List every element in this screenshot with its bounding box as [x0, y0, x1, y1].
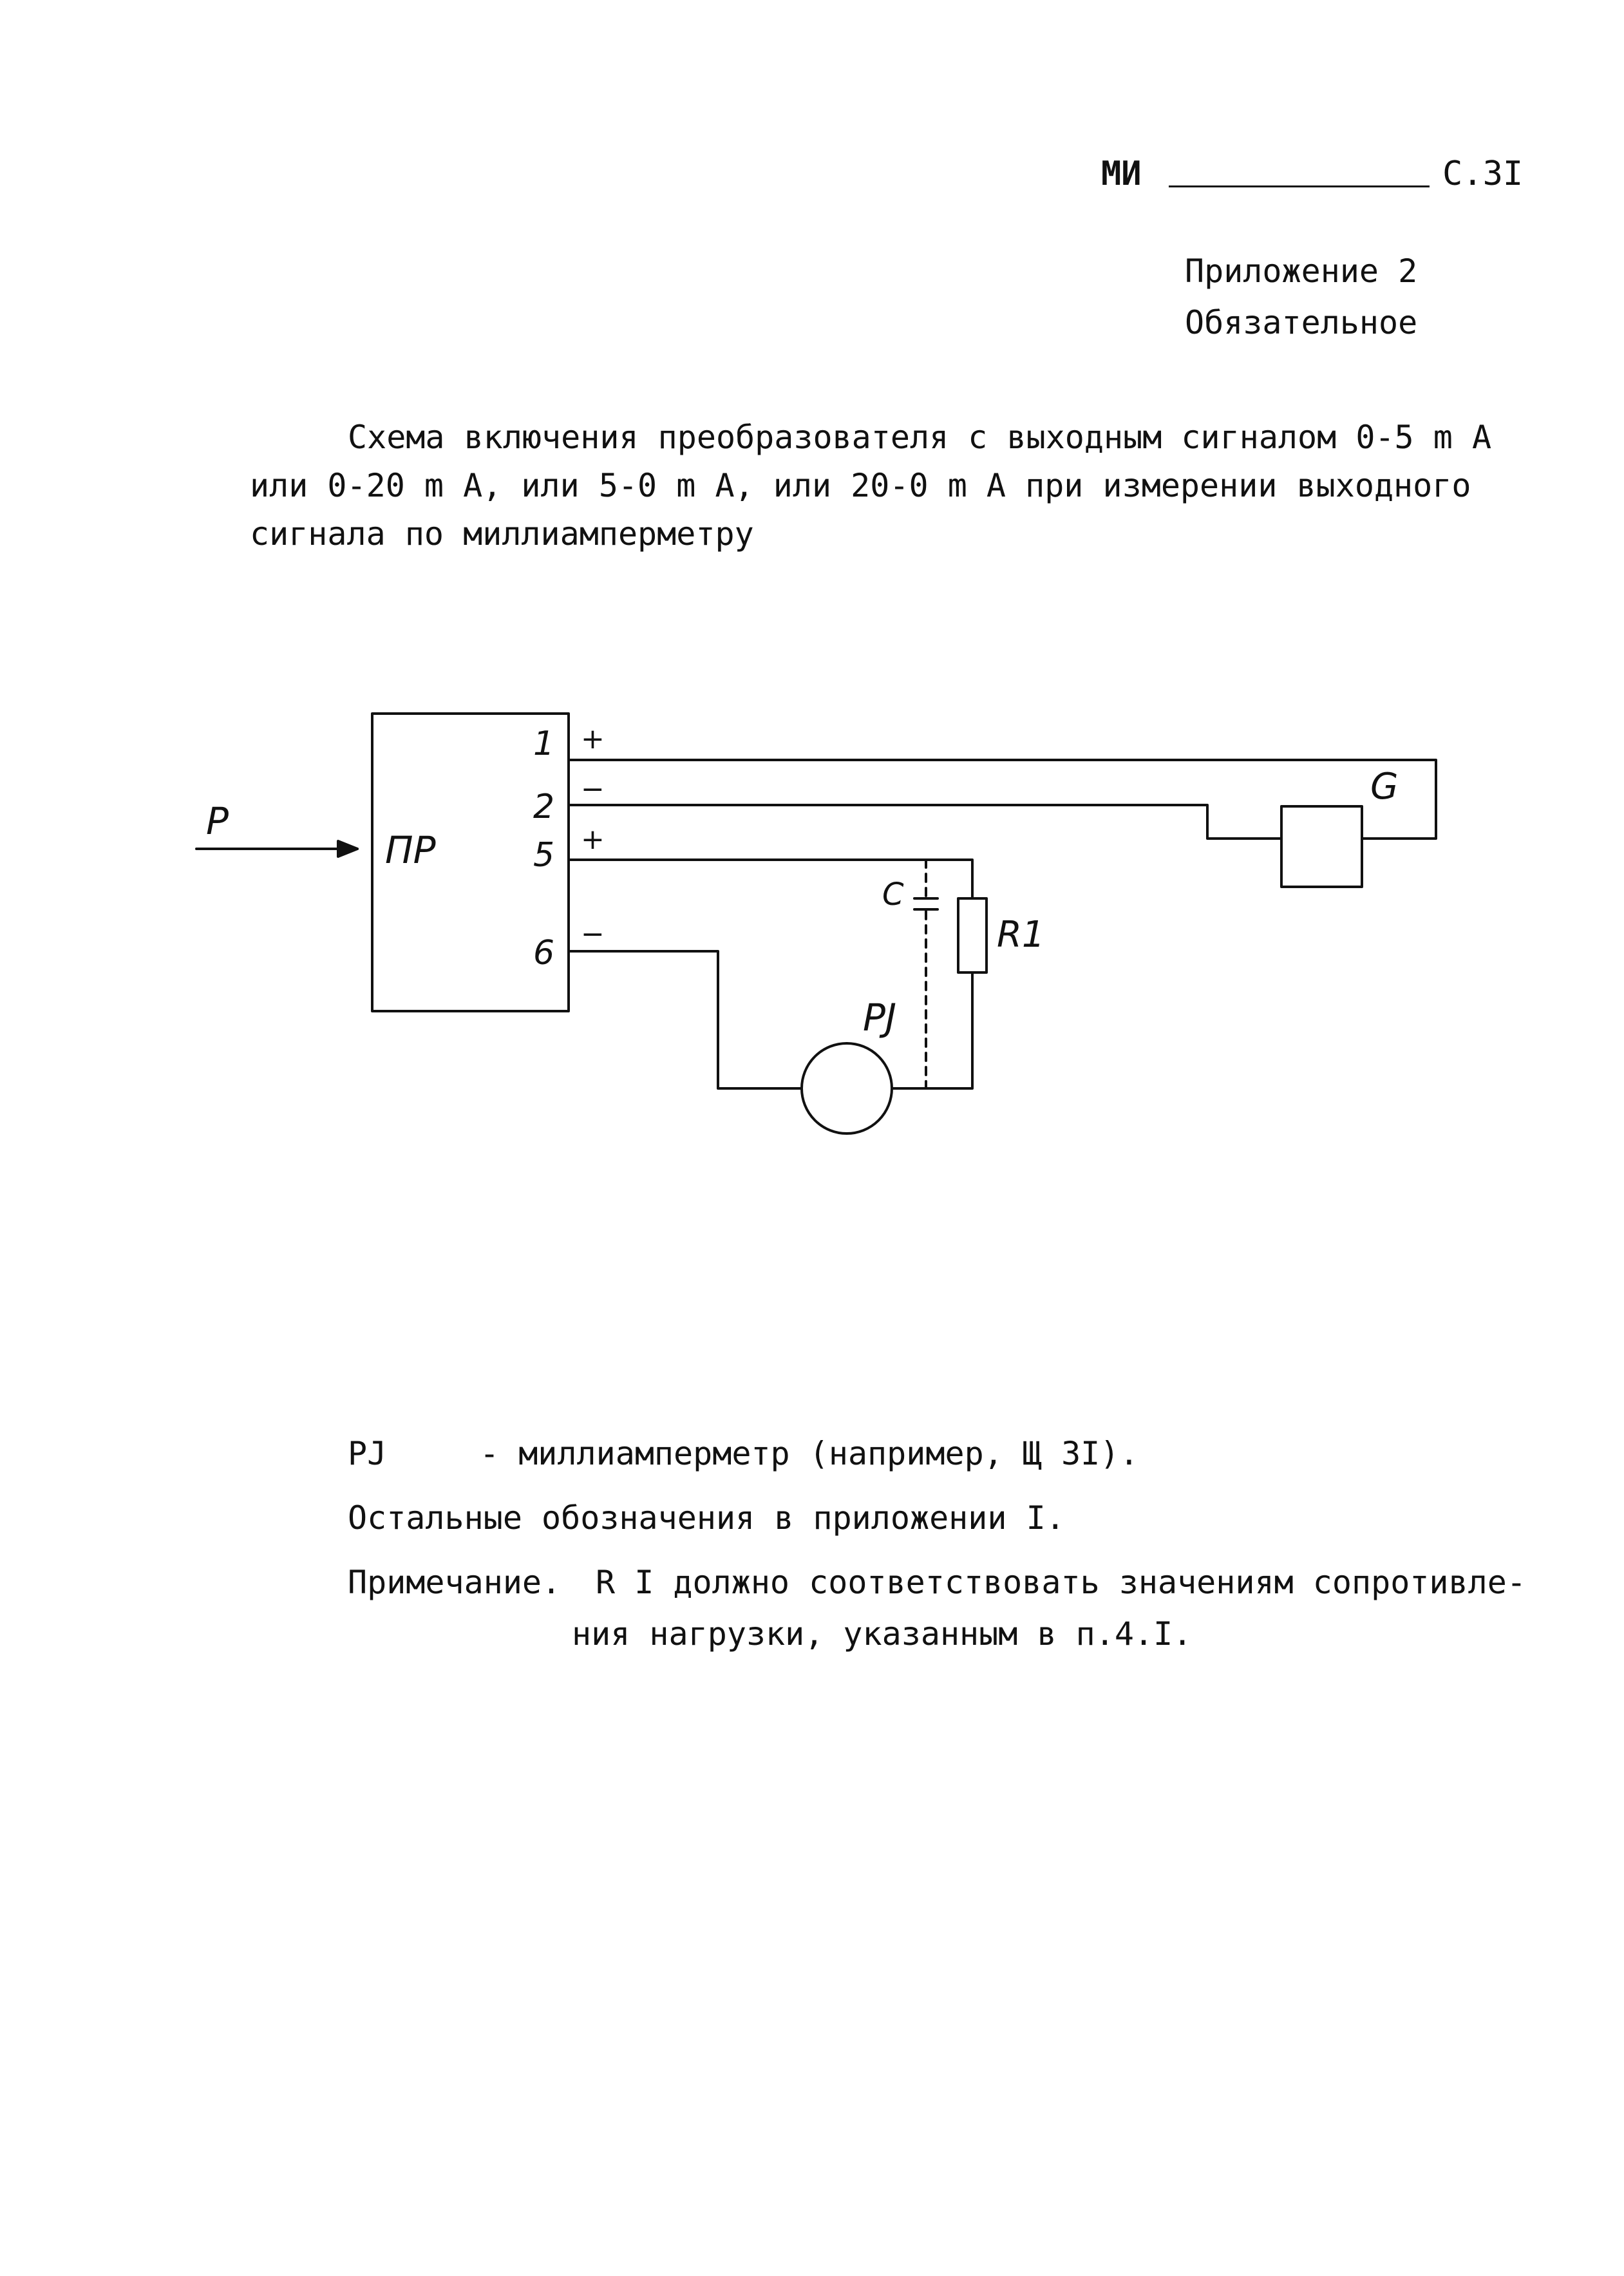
terminal-1-polarity: +	[581, 723, 605, 755]
appendix-status: Обязательное	[1185, 304, 1418, 341]
resistor-label: R1	[997, 914, 1045, 956]
document-code: МИ	[1101, 155, 1142, 193]
wire-terminal-6	[569, 951, 802, 1088]
terminal-6-polarity: −	[581, 918, 605, 951]
terminal-1-label: 1	[533, 725, 555, 763]
terminal-2-label: 2	[533, 788, 555, 826]
terminal-5-label: 5	[533, 836, 555, 875]
note-label: Примечание.	[348, 1564, 562, 1601]
input-label: P	[206, 799, 229, 843]
source-g-label: G	[1370, 766, 1399, 808]
converter-label: ПР	[385, 828, 436, 872]
legend-other-designations: Остальные обозначения в приложении I.	[348, 1499, 1065, 1537]
wire-terminal-2	[569, 805, 1281, 839]
wire-resistor-meter	[892, 972, 972, 1088]
caption-line-3: сигнала по миллиамперметру	[250, 515, 754, 553]
terminal-5-polarity: +	[581, 823, 605, 856]
note-line-1: R I должно соответствовать значениям сопротивле-	[596, 1564, 1526, 1601]
terminal-6-label: 6	[533, 934, 555, 972]
input-arrow-head	[338, 841, 357, 857]
note-line-2: ния нагрузки, указанным в п.4.I.	[572, 1615, 1193, 1653]
legend-pj-description: - миллиамперметр (например, Щ 3I).	[480, 1435, 1139, 1472]
terminal-2-polarity: −	[581, 773, 605, 806]
wire-terminal-1	[569, 760, 1436, 839]
source-g-box	[1281, 806, 1362, 887]
resistor-r1	[958, 898, 987, 972]
milliammeter-pj	[802, 1043, 892, 1133]
appendix-title: Приложение 2	[1185, 252, 1418, 290]
meter-label: PJ	[863, 996, 897, 1039]
caption-line-1: Схема включения преобразователя с выходным сигналом 0-5 m A	[348, 419, 1492, 456]
legend-pj-symbol: PJ	[348, 1435, 387, 1472]
page-number: С.3I	[1442, 155, 1524, 193]
wire-terminal-5	[569, 860, 972, 898]
caption-line-2: или 0-20 m A, или 5-0 m A, или 20-0 m A при измерении выходного	[250, 467, 1471, 504]
capacitor-label: C	[882, 877, 904, 913]
